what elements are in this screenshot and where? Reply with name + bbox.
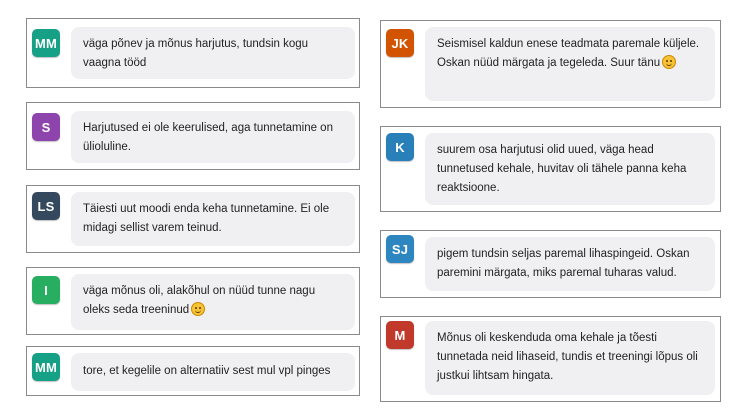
avatar: K bbox=[386, 133, 414, 161]
comment-body: Mõnus oli keskenduda oma kehale ja tõesti tunnetada neid lihaseid, tundis et treeningi lõpus oli justkui lihtsam hingata. bbox=[437, 332, 698, 382]
avatar: MM bbox=[32, 29, 60, 57]
comment-card bbox=[380, 20, 721, 108]
comment-card bbox=[26, 346, 360, 396]
comment-body: tore, et kegelile on alternatiiv sest mul vpl pinges bbox=[83, 365, 331, 377]
comment-text bbox=[425, 237, 715, 291]
avatar: M bbox=[386, 321, 414, 349]
comment-text bbox=[71, 353, 355, 391]
comment-card bbox=[26, 185, 360, 253]
comment-body: Harjutused ei ole keerulised, aga tunnetamine on ülioluline. bbox=[83, 122, 333, 153]
comment-body: Seismisel kaldun enese teadmata paremale küljele. Oskan nüüd märgata ja tegeleda. Suur tänu bbox=[437, 38, 700, 69]
smiling-face-icon bbox=[662, 55, 676, 69]
comment-body: suurem osa harjutusi olid uued, väga head tunnetused kehale, huvitav oli tähele panna keha reaktsioone. bbox=[437, 144, 687, 194]
comment-text bbox=[71, 274, 355, 330]
smiling-face-icon bbox=[191, 302, 205, 316]
comment-body: Täiesti uut moodi enda keha tunnetamine. Ei ole midagi sellist varem teinud. bbox=[83, 203, 330, 234]
comment-card bbox=[26, 18, 360, 88]
comment-card bbox=[380, 316, 721, 402]
comment-text bbox=[71, 192, 355, 246]
avatar: SJ bbox=[386, 235, 414, 263]
avatar: I bbox=[32, 276, 60, 304]
comment-text bbox=[425, 133, 715, 205]
comment-card bbox=[380, 230, 721, 298]
comment-card bbox=[26, 267, 360, 335]
comment-card bbox=[26, 102, 360, 170]
avatar: JK bbox=[386, 29, 414, 57]
comment-body: väga mõnus oli, alakõhul on nüüd tunne nagu oleks seda treeninud bbox=[83, 285, 316, 316]
avatar: LS bbox=[32, 192, 60, 220]
comment-text bbox=[425, 321, 715, 395]
comment-text bbox=[425, 27, 715, 101]
comment-body: pigem tundsin seljas paremal lihaspingeid. Oskan paremini märgata, miks paremal tuharas valud. bbox=[437, 248, 690, 279]
comment-card bbox=[380, 126, 721, 212]
comment-body: väga põnev ja mõnus harjutus, tundsin kogu vaagna tööd bbox=[83, 38, 309, 69]
avatar: MM bbox=[32, 353, 60, 381]
comment-text bbox=[71, 27, 355, 79]
avatar: S bbox=[32, 113, 60, 141]
comment-text bbox=[71, 111, 355, 163]
